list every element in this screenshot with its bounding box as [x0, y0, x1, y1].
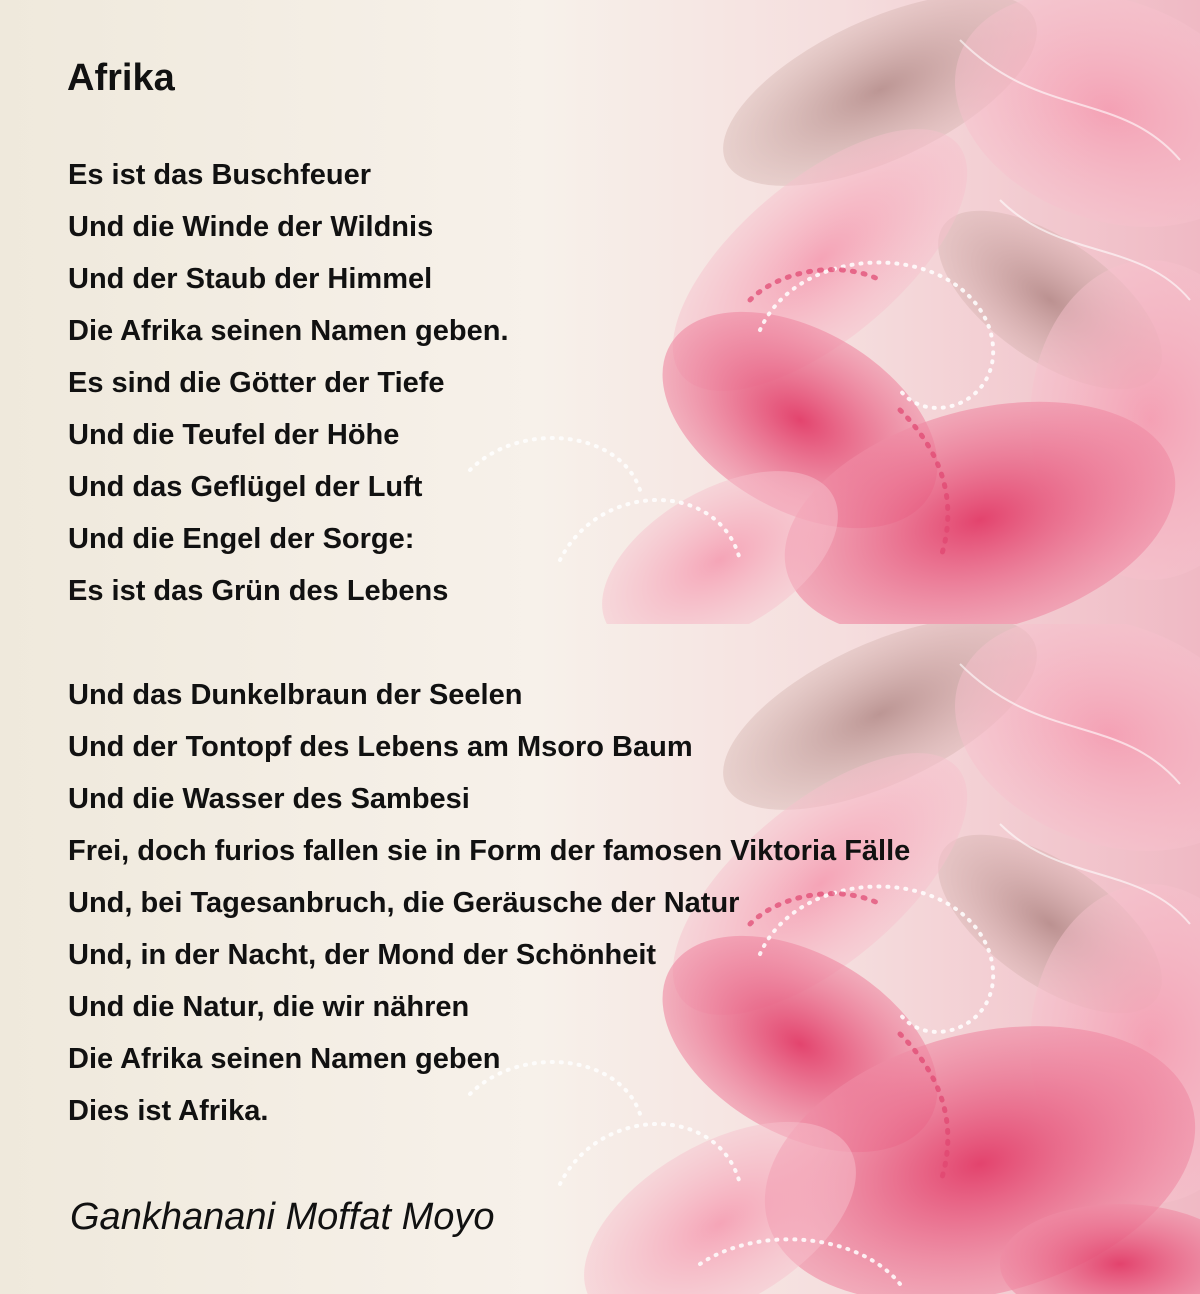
stanza-2	[68, 669, 910, 1137]
poem-line: Und, bei Tagesanbruch, die Geräusche der Natur	[68, 887, 740, 919]
stanza-1	[68, 149, 509, 617]
poem-line: Die Afrika seinen Namen geben.	[68, 315, 509, 347]
poem-line: Die Afrika seinen Namen geben	[68, 1043, 501, 1075]
poem-line: Und der Tontopf des Lebens am Msoro Baum	[68, 731, 693, 763]
poem-line: Und die Teufel der Höhe	[68, 419, 400, 451]
poem-line: Es ist das Grün des Lebens	[68, 575, 449, 607]
poem-line: Und das Geflügel der Luft	[68, 471, 423, 503]
poem-line: Und, in der Nacht, der Mond der Schönheit	[68, 939, 657, 971]
poem-line: Und das Dunkelbraun der Seelen	[68, 679, 523, 711]
poem-line: Es sind die Götter der Tiefe	[68, 367, 445, 399]
poem-line: Und die Wasser des Sambesi	[68, 783, 470, 815]
poem-line: Dies ist Afrika.	[68, 1095, 269, 1127]
poem-line: Frei, doch furios fallen sie in Form der famosen Viktoria Fälle	[68, 835, 911, 867]
poem-line: Und der Staub der Himmel	[68, 263, 433, 295]
poem-line: Und die Natur, die wir nähren	[68, 991, 470, 1023]
poem-author: Gankhanani Moffat Moyo	[70, 1196, 495, 1238]
poem-line: Es ist das Buschfeuer	[68, 159, 371, 191]
poem-line: Und die Winde der Wildnis	[68, 211, 434, 243]
poem-line: Und die Engel der Sorge:	[68, 523, 415, 555]
poem-title: Afrika	[67, 57, 175, 99]
